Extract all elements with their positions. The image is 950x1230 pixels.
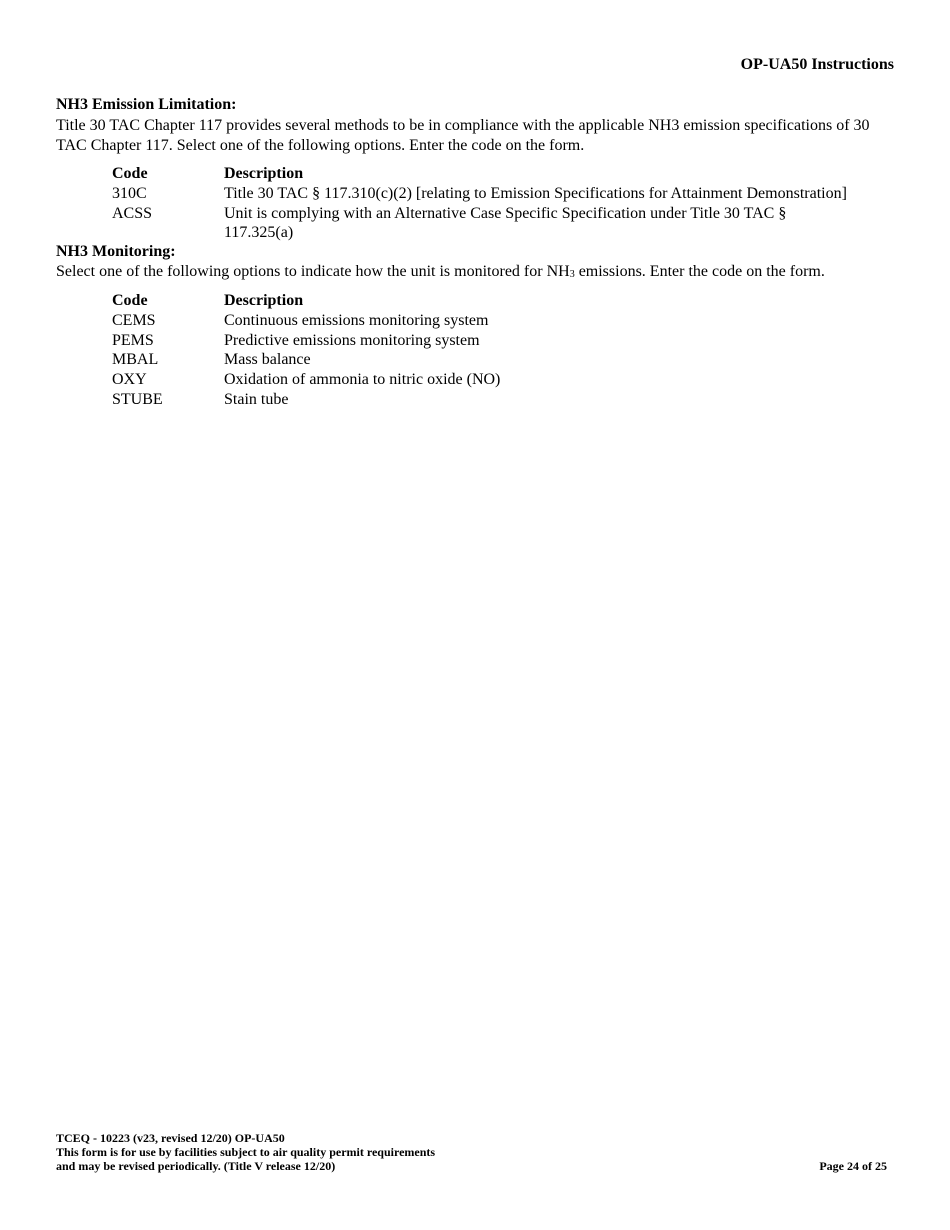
page-number: Page 24 of 25 [819, 1159, 887, 1173]
code-cell: ACSS [112, 204, 153, 222]
table-row [112, 350, 904, 370]
description-cell: Stain tube [224, 390, 289, 408]
code-cell: 310C [112, 184, 147, 202]
emission-limitation-code-table [112, 164, 924, 243]
table-row [112, 370, 904, 390]
table-row [112, 204, 924, 244]
column-header-code: Code [112, 165, 148, 182]
table-row [112, 311, 904, 331]
table-row [112, 390, 904, 410]
text-after: emissions. Enter the code on the form. [574, 263, 825, 280]
footer-form-info [56, 1131, 435, 1173]
section-heading-monitoring: NH3 Monitoring: [56, 243, 176, 260]
subscript: 3 [569, 269, 575, 280]
code-cell: PEMS [112, 331, 154, 349]
code-cell: CEMS [112, 311, 156, 329]
code-cell: OXY [112, 371, 147, 389]
section-text-emission-limitation: Title 30 TAC Chapter 117 provides several methods to be in compliance with the applicable NH3 emission specifications of 30 TAC Chapter 117. Select one of the following options. Enter the code on the form. [56, 117, 870, 154]
description-cell: Continuous emissions monitoring system [224, 311, 489, 329]
text-before: Select one of the following options to indicate how the unit is monitored for NH [56, 263, 570, 280]
document-header-title: OP-UA50 Instructions [740, 56, 894, 73]
description-cell: Title 30 TAC § 117.310(c)(2) [relating to Emission Specifications for Attainment Demonstration] [224, 184, 847, 202]
column-header-code: Code [112, 292, 148, 309]
table-row [112, 331, 904, 351]
monitoring-code-table [112, 291, 904, 410]
section-text-monitoring [56, 263, 825, 281]
table-header-row [112, 291, 904, 311]
table-row [112, 184, 924, 204]
column-header-description: Description [224, 165, 304, 182]
section-heading-emission-limitation: NH3 Emission Limitation: [56, 96, 237, 113]
code-cell: MBAL [112, 351, 159, 369]
description-cell: Predictive emissions monitoring system [224, 331, 480, 349]
code-cell: STUBE [112, 390, 163, 408]
footer-line-3: and may be revised periodically. (Title V release 12/20) [56, 1159, 336, 1173]
description-cell: Mass balance [224, 351, 311, 369]
footer-line-2: This form is for use by facilities subject to air quality permit requirements [56, 1145, 436, 1159]
footer-line-1: TCEQ - 10223 (v23, revised 12/20) OP-UA50 [56, 1131, 285, 1145]
column-header-description: Description [224, 292, 304, 309]
description-cell: Unit is complying with an Alternative Case Specific Specification under Title 30 TAC § 117.325(a) [224, 204, 787, 242]
description-cell: Oxidation of ammonia to nitric oxide (NO) [224, 371, 501, 389]
table-header-row [112, 164, 924, 184]
